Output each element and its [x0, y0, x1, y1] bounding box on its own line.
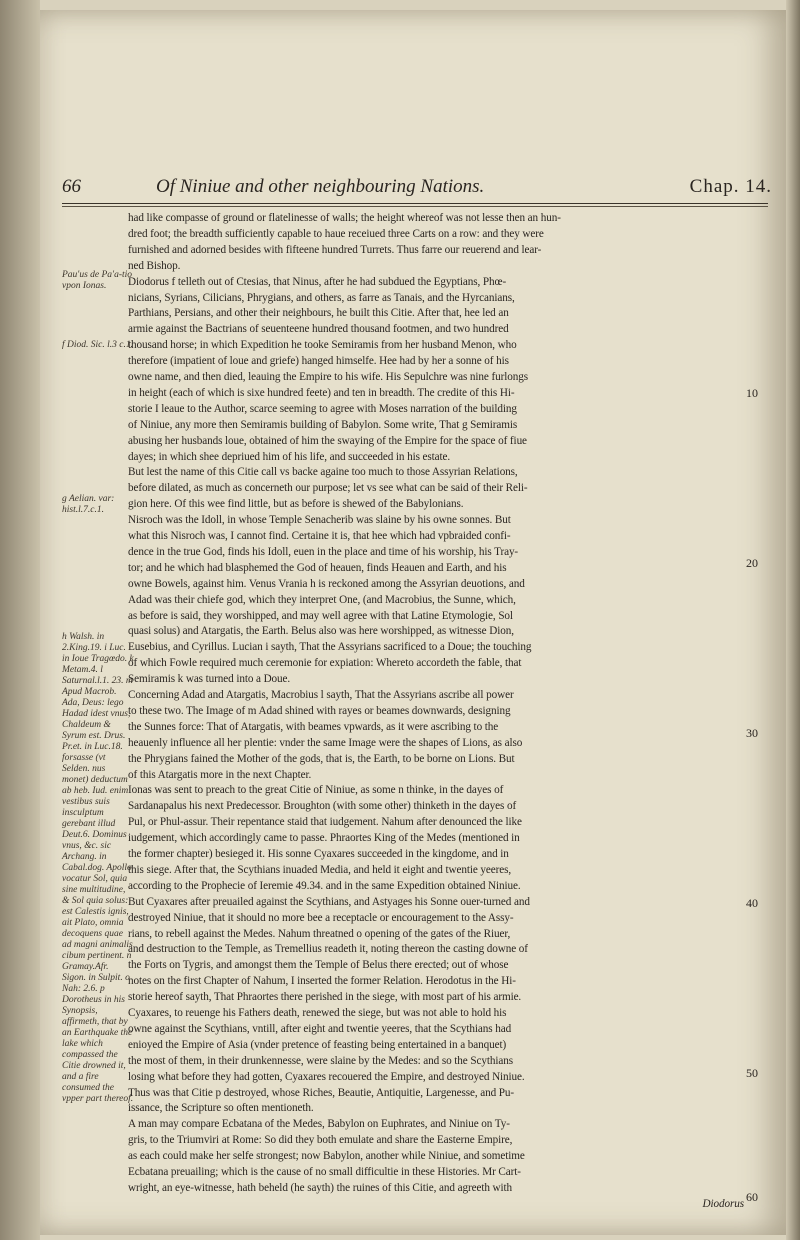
text-line: Concerning Adad and Atargatis, Macrobius l sayth, That the Assyrians ascribe all power [128, 689, 514, 701]
text-line: Diodorus f telleth out of Ctesias, that Ninus, after he had subdued the Egyptians, Phœ- [128, 275, 507, 288]
text-line: heauenly influence all her plentie: vnder the same Image were the shapes of Lions, as also [128, 736, 523, 749]
text-line: notes on the first Chapter of Nahum, I inserted the former Relation. Herodotus in the Hi- [128, 975, 516, 988]
text-line: nicians, Syrians, Cilicians, Phrygians, and others, as farre as Tanais, and the Hyrcanians, [128, 291, 515, 304]
margin-note: g Aelian. var: hist.l.7.c.1. [62, 494, 115, 515]
page-number: 66 [62, 176, 81, 197]
text-line: before dilated, as much as concerneth our purpose; let vs see what can be said of their Reli- [128, 482, 528, 495]
text-line: Sardanapalus his next Predecessor. Broughton (with some other) thinketh in the dayes of [128, 800, 517, 813]
marginal-notes [62, 212, 134, 1212]
text-line: tor; and he which had blasphemed the God of heauen, finds Heauen and Earth, and his [128, 561, 507, 574]
running-title: Of Niniue and other neighbouring Nations. [156, 176, 485, 197]
text-line: had like compasse of ground or flatelinesse of walls; the height whereof was not lesse then an hun- [128, 212, 561, 224]
text-line: owne Bowels, against him. Venus Vrania h is reckoned among the Assyrian deuotions, and [128, 577, 525, 590]
text-line: Parthians, Persians, and other their neighbours, he built this Citie. After that, hee led an [128, 307, 509, 320]
text-line: Nisroch was the Idoll, in whose Temple Senacherib was slaine by his owne sonnes. But [128, 514, 511, 527]
text-line: of which Fowle required much ceremonie for expiation: Whereto accordeth the fable, that [128, 657, 522, 670]
text-line: therefore (impatient of loue and griefe) hanged himselfe. Hee had by her a sonne of his [128, 355, 509, 368]
text-line: Diodorus [702, 1197, 744, 1210]
text-line: Semiramis k was turned into a Doue. [128, 673, 291, 686]
text-line: dayes; in which shee depriued him of his life, and succeeded in his estate. [128, 450, 451, 463]
text-line: the most of them, in their drunkennesse, were slaine by the Medes: and so the Scythians [128, 1054, 513, 1067]
text-line: Thus was that Citie p destroyed, whose Riches, Beautie, Antiquitie, Largenesse, and Pu- [128, 1086, 514, 1099]
text-line: losing what before they had gotten, Cyaxares recouered the Empire, and destroyed Niniue. [128, 1070, 525, 1083]
text-line: according to the Prophecie of Ieremie 49.34. and in the same Expedition obtained Niniue. [128, 879, 521, 892]
margin-note: h Walsh. in 2.King.19. i Luc. in Ioue Tragœdo. k Metam.4. l Saturnal.l.1. 23. m Apud Macrob. Ada, Deus: lego Hadad idest vnus, Chaldeum & Syrum est. Drus. Pr.et. in Luc.18. forsasse (vt Selden. nus monet) deductum ab heb. Iud. enim vestibus suis insculptum gerebant illud Deut.6. Dominus vnus, &c. sic Archang. in Cabal.dog. Apollo vocatur Sol, quia sine multitudine, & Sol quia solus: est Calestis ignis, ait Plato, omnia decoquens quae ad magni animalis cibum pertinent. n Gramay.Afr. Sigon. in Sulpit. o Nah: 2.6. p Dorotheus in his Synopsis, affirmeth, that by an Earthquake the lake which compassed the Citie drowned it, and a fire consumed the vpper part thereof. [62, 632, 134, 1104]
text-line: wright, an eye-witnesse, hath beheld (he sayth) the ruines of this Citie, and agreeth with [128, 1181, 513, 1194]
text-line: Ionas was sent to preach to the great Citie of Niniue, as some n thinke, in the dayes of [128, 784, 504, 797]
text-line: Eusebius, and Cyrillus. Lucian i sayth, That the Assyrians sacrificed to a Doue; the touching [128, 641, 532, 654]
text-line: A man may compare Ecbatana of the Medes, Babylon on Euphrates, and Niniue on Ty- [128, 1118, 510, 1131]
text-line: Ecbatana preuailing; which is the cause of no small difficultie in these Histories. Mr Cart- [128, 1166, 521, 1178]
line-number: 60 [746, 1190, 758, 1204]
text-line: ned Bishop. [128, 259, 181, 272]
margin-note: f Diod. Sic. l.3 c.1. [62, 340, 133, 350]
line-number: 20 [746, 556, 758, 570]
page-edge-shadow [786, 0, 800, 1240]
margin-note: Pau'us de Pa'a-tio vpon Ionas. [62, 270, 133, 291]
text-line: of Niniue, any more then Semiramis building of Babylon. Some write, That g Semiramis [128, 418, 518, 431]
text-line: owne name, and then died, leauing the Empire to his wife. His Sepulchre was nine furlongs [128, 371, 528, 383]
body-text [128, 210, 744, 1210]
text-line: as each could make her selfe strongest; now Babylon, another while Niniue, and sometime [128, 1150, 525, 1163]
running-header [62, 176, 772, 202]
text-line: and destruction to the Temple, as Tremellius readeth it, noting thereon the casting downe of [128, 943, 528, 956]
text-line: furnished and adorned besides with fifteene hundred Turrets. Thus farre our reuerend and lear- [128, 243, 542, 256]
text-line: armie against the Bactrians of seuenteene hundred thousand footmen, and two hundred [128, 323, 509, 336]
text-line: this siege. After that, the Scythians inuaded Media, and held it eight and twentie yeeres, [128, 863, 512, 876]
header-rule [62, 203, 768, 204]
text-line: Pul, or Phul-assur. Their repentance staid that iudgement. Nahum after denounced the like [128, 816, 522, 829]
text-line: enioyed the Empire of Asia (vnder pretence of feasting being entertained in a banquet) [128, 1038, 507, 1051]
header-rule-secondary [62, 206, 768, 207]
text-line: owne against the Scythians, vntill, after eight and twentie yeeres, that the Scythians had [128, 1022, 512, 1035]
text-line: quasi solus) and Atargatis, the Earth. Belus also was here worshipped, as witnesse Dion, [128, 625, 514, 638]
text-line: gris, to the Triumviri at Rome: So did they both emulate and share the Easterne Empire, [128, 1134, 513, 1147]
text-line: rians, to rebell against the Medes. Nahum threatned o opening of the gates of the Riuer, [128, 927, 511, 940]
text-line: issance, the Scripture so often mentioneth. [128, 1102, 314, 1115]
text-line: thousand horse; in which Expedition he tooke Semiramis from her husband Menon, who [128, 339, 517, 352]
text-line: dence in the true God, finds his Idoll, euen in the place and time of his worship, his Tray- [128, 545, 519, 558]
text-line: destroyed Niniue, that it should no more bee a receptacle or encouragement to the Assy- [128, 911, 514, 924]
text-line: what this Nisroch was, I cannot find. Certaine it is, that hee which had vpbraided confi- [128, 530, 511, 542]
text-line: in height (each of which is sixe hundred feete) and ten in breadth. The credite of this Hi- [128, 386, 515, 399]
text-line: storie I leaue to the Author, scarce seeming to agree with Moses narration of the building [128, 402, 517, 415]
text-line: the Sunnes force: That of Atargatis, with beames vpwards, as it were ascribing to the [128, 720, 499, 733]
text-line: Adad was their chiefe god, which they interpret One, (and Macrobius, the Sunne, which, [128, 593, 516, 606]
text-line: abusing her husbands loue, obtained of him the swaying of the Empire for the space of fiue [128, 434, 527, 447]
text-line: Cyaxares, to reuenge his Fathers death, renewed the siege, but was not able to hold his [128, 1007, 507, 1019]
line-number: 30 [746, 726, 758, 740]
text-line: But Cyaxares after preuailed against the Scythians, and Astyages his Sonne ouer-turned and [128, 895, 530, 908]
text-line: the former chapter) besieged it. His sonne Cyaxares succeeded in the kingdome, and in [128, 848, 509, 860]
chapter-label: Chap. 14. [689, 176, 772, 197]
text-line: iudgement, which accordingly came to passe. Phraortes King of the Medes (mentioned in [128, 832, 520, 845]
line-number: 10 [746, 386, 758, 400]
text-line: dred foot; the breadth sufficiently capable to haue receiued three Carts on a row: and they were [128, 227, 544, 240]
line-number: 40 [746, 896, 758, 910]
text-line: But lest the name of this Citie call vs backe againe too much to those Assyrian Relations, [128, 466, 518, 479]
line-number: 50 [746, 1066, 758, 1080]
text-line: of this Atargatis more in the next Chapter. [128, 768, 312, 781]
text-line: gion here. Of this wee find little, but as before is shewed of the Babylonians. [128, 498, 464, 511]
text-line: storie hereof sayth, That Phraortes there perished in the siege, with most part of his armie. [128, 991, 522, 1004]
text-line: as before is said, they worshipped, and may well agree with that Latine Etymologie, Sol [128, 609, 513, 622]
text-line: the Phrygians fained the Mother of the gods, that is, the Earth, to be borne on Lions. But [128, 752, 515, 765]
text-line: the Forts on Tygris, and amongst them the Temple of Belus there erected; out of whose [128, 959, 509, 972]
book-gutter [0, 0, 40, 1240]
text-line: to these two. The Image of m Adad shined with rayes or beames downwards, designing [128, 704, 511, 717]
